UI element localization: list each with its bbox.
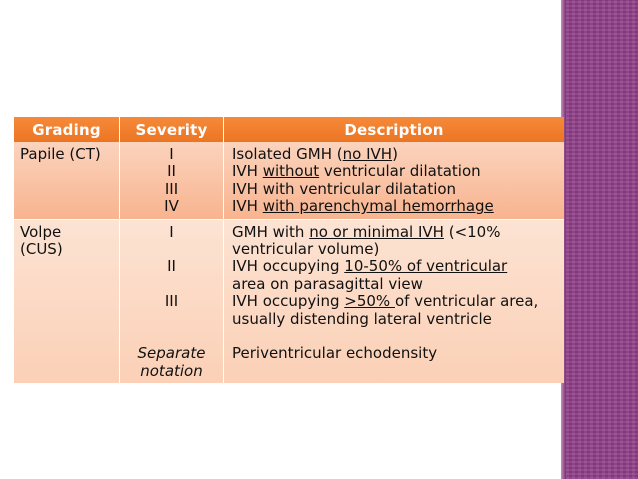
description-papile-2: IVH without ventricular dilatation [232,162,481,181]
description-volpe-4: area on parasagittal view [232,274,423,293]
description-volpe-6: usually distending lateral ventricle [232,309,492,328]
severity-papile-3: III [164,179,179,198]
description-papile-1: Isolated GMH (no IVH) [232,145,398,163]
table-row-volpe [14,220,564,384]
severity-volpe-note-1: Separate [137,344,206,363]
header-grading: Grading [14,117,120,142]
severity-papile-1: I [169,145,174,163]
header-severity: Severity [120,117,224,142]
cell-severity-volpe [120,220,224,384]
severity-volpe-note-2: notation [140,361,203,380]
table-row-papile [14,142,564,220]
cell-description-papile [224,142,564,220]
side-decoration-bar [566,0,638,479]
table-header-row [14,117,564,142]
cell-grading-volpe [14,220,120,384]
grading-papile-label: Papile (CT) [20,145,101,163]
ivh-grading-table [14,117,564,383]
severity-papile-2: II [167,162,176,181]
severity-volpe-3: III [164,292,179,311]
cell-description-volpe [224,220,564,384]
grading-volpe-label: Volpe [20,222,62,241]
grading-volpe-method: (CUS) [20,240,63,259]
severity-papile-4: IV [164,197,179,216]
description-volpe-1: GMH with no or minimal IVH (<10% [232,222,501,241]
description-papile-4: IVH with parenchymal hemorrhage [232,197,494,216]
header-description: Description [224,117,564,142]
description-volpe-2: ventricular volume) [232,240,380,259]
description-papile-3: IVH with ventricular dilatation [232,179,457,198]
description-volpe-5: IVH occupying >50% of ventricular area, [232,292,539,311]
description-volpe-3: IVH occupying 10-50% of ventricular [232,257,508,276]
cell-severity-papile [120,142,224,220]
severity-volpe-2: II [167,257,176,276]
cell-grading-papile [14,142,120,220]
description-volpe-7: Periventricular echodensity [232,344,438,363]
severity-volpe-1: I [169,222,174,241]
